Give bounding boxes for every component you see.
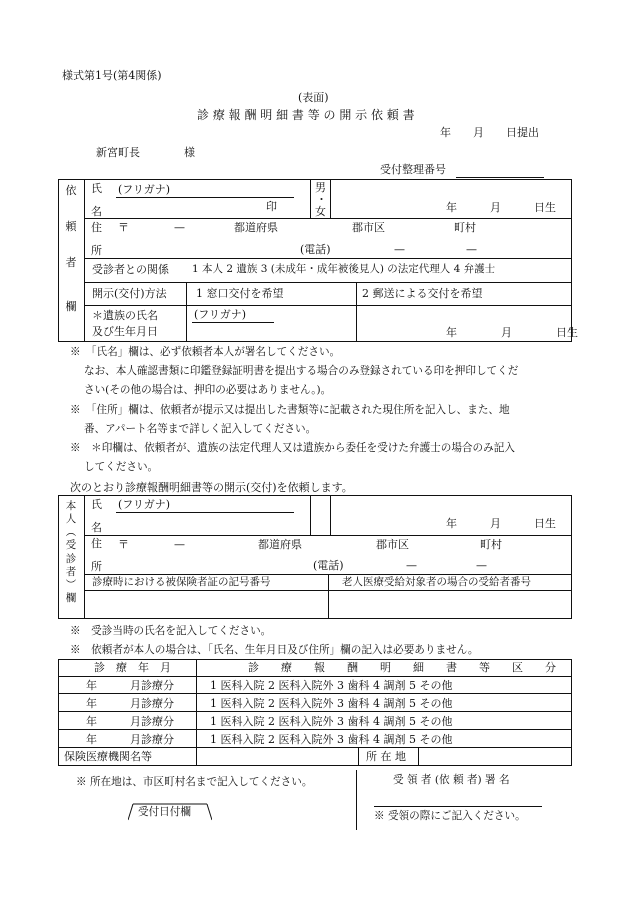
form-number: 様式第1号(第4関係) bbox=[62, 69, 162, 82]
requester-name-field[interactable] bbox=[116, 197, 294, 198]
bereaved-furigana: (フリガナ) bbox=[194, 308, 247, 321]
phone-dash: — bbox=[394, 243, 405, 256]
footer-divider bbox=[356, 770, 357, 830]
postal-mark: 〒 bbox=[118, 538, 129, 551]
method-option-mail[interactable]: 2 郵送による交付を希望 bbox=[362, 287, 483, 300]
treatment-month-cell[interactable]: 年 月診療分 bbox=[86, 733, 174, 746]
seal-mark: 印 bbox=[266, 200, 277, 213]
address-label: 所 bbox=[91, 244, 102, 257]
reception-number-label: 受付整理番号 bbox=[380, 163, 446, 176]
note-line: ※ 依頼者が本人の場合は、「氏名、生年月日及び住所」欄の記入は必要ありません。 bbox=[70, 644, 479, 656]
treatment-category-header: 診 療 報 酬 明 細 書 等 区 分 bbox=[248, 661, 556, 674]
relation-label: 受診者との関係 bbox=[92, 263, 169, 276]
relation-options[interactable]: 1 本人 2 遺族 3 (未成年・成年被後見人) の法定代理人 4 弁護士 bbox=[192, 263, 496, 275]
reception-number-field[interactable] bbox=[456, 177, 544, 178]
reception-date-label: 受付日付欄 bbox=[138, 806, 191, 818]
requester-birthdate[interactable]: 年 月 日生 bbox=[446, 201, 556, 214]
request-sentence: 次のとおり診療報酬明細書等の開示(交付)を依頼します。 bbox=[70, 481, 353, 494]
postal-dash: — bbox=[174, 538, 185, 551]
note-line: ※ 「氏名」欄は、必ず依頼者本人が署名してください。 bbox=[70, 346, 341, 358]
furigana-label: (フリガナ) bbox=[118, 183, 171, 196]
elderly-number-label: 老人医療受給対象者の場合の受給者番号 bbox=[342, 576, 531, 588]
note-line: ※ 「住所」欄は、依頼者が提示又は提出した書類等に記載された現住所を記入し、また、地 bbox=[70, 404, 510, 416]
sex-separator: ・ bbox=[316, 193, 327, 206]
note-line: さい(その他の場合は、押印の必要はありません。)。 bbox=[84, 384, 332, 396]
treatment-month-cell[interactable]: 年 月診療分 bbox=[86, 697, 174, 710]
method-label: 開示(交付)方法 bbox=[92, 287, 167, 300]
bereaved-label: 及び生年月日 bbox=[92, 325, 158, 338]
prefecture-label: 都道府県 bbox=[258, 538, 302, 551]
recipient-signature-field[interactable] bbox=[374, 806, 542, 807]
note-line: 番、アパート名等まで詳しく記入してください。 bbox=[84, 423, 317, 435]
furigana-label: (フリガナ) bbox=[118, 498, 171, 511]
note-line: ※ ＊印欄は、依頼者が、遺族の法定代理人又は遺族から委任を受けた弁護士の場合のみ記入 bbox=[70, 442, 515, 454]
town-label: 町村 bbox=[480, 538, 502, 551]
city-label: 郡市区 bbox=[352, 221, 385, 234]
bereaved-name-field[interactable] bbox=[192, 322, 274, 323]
treatment-category-cell[interactable]: 1 医科入院 2 医科入院外 3 歯科 4 調剤 5 その他 bbox=[210, 679, 453, 692]
recipient-note: ※ 受領の際にご記入ください。 bbox=[374, 810, 526, 822]
note-line: なお、本人確認書類に印鑑登録証明書を提出する場合のみ登録されている印を押印してくだ bbox=[84, 365, 519, 377]
location-note: ※ 所在地は、市区町村名まで記入してください。 bbox=[76, 776, 313, 788]
phone-dash: — bbox=[476, 559, 487, 572]
phone-dash: — bbox=[466, 243, 477, 256]
bereaved-label: ＊遺族の氏名 bbox=[92, 309, 158, 322]
phone-label: (電話) bbox=[313, 559, 344, 572]
phone-label: (電話) bbox=[300, 243, 331, 256]
addressee: 新宮町長 様 bbox=[96, 146, 195, 159]
name-label: 名 bbox=[91, 521, 102, 534]
prefecture-label: 都道府県 bbox=[234, 221, 278, 234]
patient-name-field[interactable] bbox=[116, 512, 294, 513]
bereaved-birthdate[interactable]: 年 月 日生 bbox=[446, 326, 578, 339]
note-line: ※ 受診当時の氏名を記入してください。 bbox=[70, 625, 272, 637]
treatment-category-cell[interactable]: 1 医科入院 2 医科入院外 3 歯科 4 調剤 5 その他 bbox=[210, 733, 453, 746]
town-label: 町村 bbox=[454, 221, 476, 234]
sex-male[interactable]: 男 bbox=[315, 181, 326, 194]
method-option-counter[interactable]: 1 窓口交付を希望 bbox=[196, 287, 284, 300]
city-label: 郡市区 bbox=[376, 538, 409, 551]
treatment-month-cell[interactable]: 年 月診療分 bbox=[86, 679, 174, 692]
submission-date: 年 月 日提出 bbox=[440, 126, 539, 139]
patient-table bbox=[58, 495, 572, 619]
treatment-month-header: 診 療 年 月 bbox=[94, 661, 171, 674]
name-label: 氏 bbox=[91, 498, 102, 511]
name-label: 氏 bbox=[91, 182, 102, 195]
insurance-number-label: 診療時における被保険者証の記号番号 bbox=[92, 576, 271, 588]
treatment-category-cell[interactable]: 1 医科入院 2 医科入院外 3 歯科 4 調剤 5 その他 bbox=[210, 715, 453, 728]
note-line: してください。 bbox=[84, 461, 159, 473]
form-side: (表面) bbox=[298, 91, 329, 104]
institution-label: 保険医療機関名等 bbox=[64, 750, 152, 763]
recipient-signature-title: 受 領 者 (依 頼 者) 署 名 bbox=[393, 774, 510, 786]
postal-dash: — bbox=[174, 221, 185, 234]
postal-mark: 〒 bbox=[118, 221, 129, 234]
requester-section-label: 依 頼 者 欄 bbox=[65, 184, 77, 313]
sex-female[interactable]: 女 bbox=[315, 205, 326, 218]
address-label: 住 bbox=[91, 537, 102, 550]
patient-section-label: 本 人 ︵ 受 診 者 ︶ 欄 bbox=[65, 500, 77, 604]
treatment-month-cell[interactable]: 年 月診療分 bbox=[86, 715, 174, 728]
treatment-category-cell[interactable]: 1 医科入院 2 医科入院外 3 歯科 4 調剤 5 その他 bbox=[210, 697, 453, 710]
phone-dash: — bbox=[406, 559, 417, 572]
patient-birthdate[interactable]: 年 月 日生 bbox=[446, 517, 556, 530]
address-label: 住 bbox=[91, 221, 102, 234]
address-label: 所 bbox=[91, 560, 102, 573]
location-label: 所 在 地 bbox=[366, 750, 406, 763]
name-label: 名 bbox=[91, 205, 102, 218]
page-title: 診 療 報 酬 明 細 書 等 の 開 示 依 頼 書 bbox=[197, 108, 415, 122]
